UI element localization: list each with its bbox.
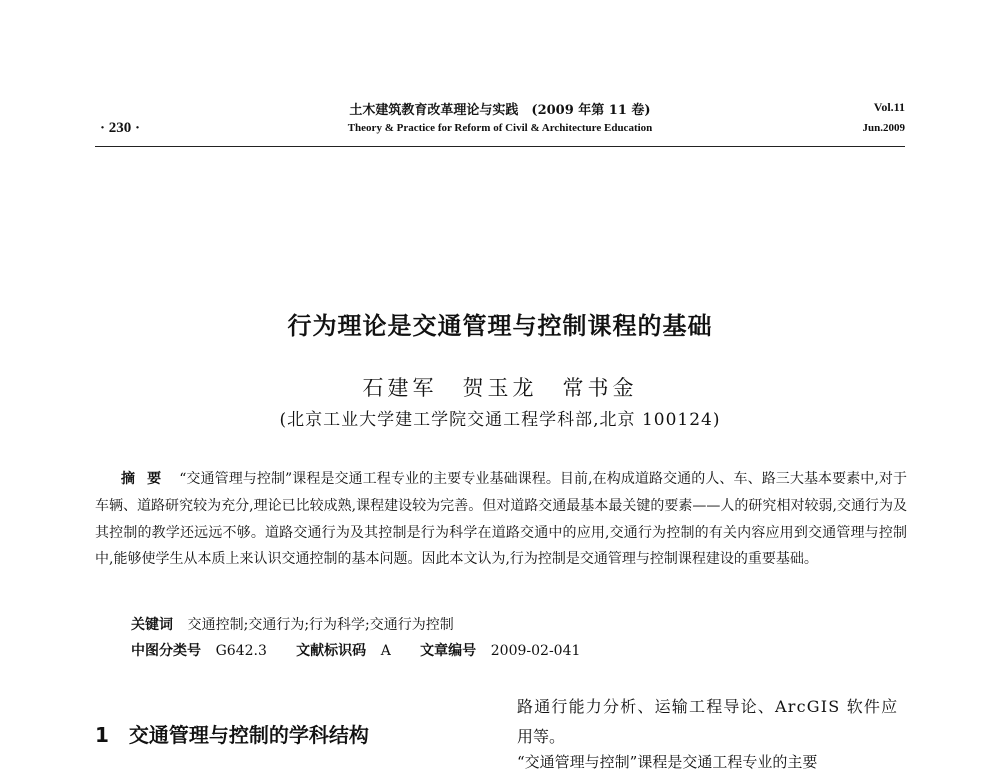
section-title: 交通管理与控制的学科结构 — [128, 723, 369, 747]
abstract-text: “交通管理与控制”课程是交通工程专业的主要专业基础课程。目前,在构成道路交通的人、车、路三大基本要素中,对于车辆、道路研究较为充分,理论已比较成熟,课程建设较为完善。但对道路交通最基本最关键的要素——人的研究相对较弱,交通行为及其控制的教学还远远不够。道路交通行为及其控制是行为科学在道路交通中的应用,交通行为控制的有关内容应用到交通管理与控制中,能够使学生从本质上来认识交通控制的基本问题。因此本文认为,行为控制是交通管理与控制课程建设的重要基础。 — [95, 471, 908, 568]
authors: 石建军 贺玉龙 常书金 — [362, 376, 638, 400]
header-rule — [95, 146, 905, 147]
clc-value: G642.3 — [215, 643, 267, 659]
article-title: 行为理论是交通管理与控制课程的基础 — [287, 312, 713, 340]
journal-title-en: Theory & Practice for Reform of Civil & Architecture Education — [347, 122, 653, 134]
doc-code-label: 文献标识码 — [296, 643, 367, 659]
article-no-label: 文章编号 — [420, 643, 477, 659]
right-column-line-3: “交通管理与控制”课程是交通工程专业的主要 — [517, 753, 818, 771]
volume: Vol.11 — [873, 100, 905, 114]
abstract-label: 摘要 — [121, 471, 174, 487]
journal-title-cn: 土木建筑教育改革理论与实践 (2009 年第 11 卷) — [349, 103, 651, 118]
right-column-line-1: 路通行能力分析、运输工程导论、ArcGIS 软件应 — [517, 697, 899, 716]
page-number: · 230 · — [100, 120, 141, 136]
clc-label: 中图分类号 — [131, 643, 201, 659]
doc-code-value: A — [380, 643, 391, 659]
keywords-label: 关键词 — [131, 617, 173, 633]
abstract — [95, 466, 907, 573]
issue-date: Jun.2009 — [862, 122, 905, 134]
article-no-value: 2009-02-041 — [490, 643, 581, 659]
section-number: 1 — [95, 723, 109, 747]
affiliation: (北京工业大学建工学院交通工程学科部,北京 100124) — [279, 410, 721, 430]
keywords-line — [131, 614, 454, 634]
right-column-line-2: 用等。 — [517, 727, 566, 746]
classification-line — [131, 640, 580, 660]
keywords: 交通控制;交通行为;行为科学;交通行为控制 — [187, 617, 454, 633]
section-heading — [95, 719, 369, 748]
